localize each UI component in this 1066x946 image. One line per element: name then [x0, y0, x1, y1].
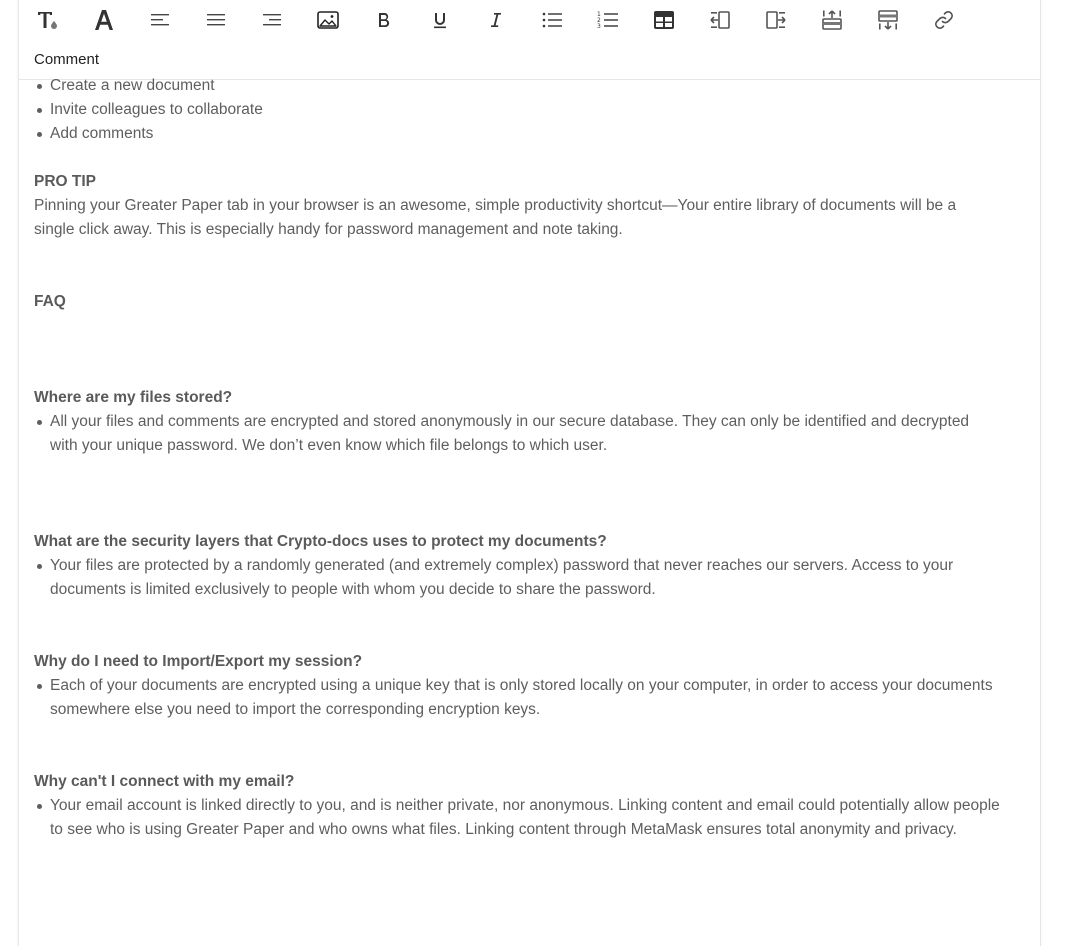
insert-row-above-icon	[820, 8, 844, 32]
faq-answer: Each of your documents are encrypted using a unique key that is only stored locally on your computer, in order to access your documents somewhere else you need to import the corresponding encryption keys.	[50, 674, 1000, 722]
italic-button[interactable]	[482, 6, 510, 34]
bullet-list-button[interactable]	[538, 6, 566, 34]
faq-heading: FAQ	[34, 293, 66, 310]
comment-label: Comment	[34, 51, 100, 68]
numbered-list-button[interactable]	[594, 6, 622, 34]
font-button[interactable]	[90, 6, 118, 34]
faq-question: Why do I need to Import/Export my session?	[34, 653, 363, 670]
image-icon	[316, 8, 340, 32]
text-style-icon	[35, 7, 61, 33]
align-right-button[interactable]	[258, 6, 286, 34]
faq-answer-list	[34, 794, 1000, 842]
editor-toolbar	[19, 0, 1040, 40]
align-left-icon	[149, 9, 171, 31]
font-icon	[91, 7, 117, 33]
document-content[interactable]	[19, 74, 1040, 842]
link-icon	[932, 8, 956, 32]
pro-tip-text: Pinning your Greater Paper tab in your browser is an awesome, simple productivity shortcut—Your entire library of documents will be a single click away. This is especially handy for password management and note taking.	[34, 197, 957, 238]
insert-column-right-button[interactable]	[762, 6, 790, 34]
insert-table-button[interactable]	[650, 6, 678, 34]
numbered-list-icon	[596, 8, 620, 32]
faq-answer: Your files are protected by a randomly generated (and extremely complex) password that never reaches our servers. Access to your documents is limited exclusively to people with whom you decide to share the password.	[50, 554, 1000, 602]
list-item: Create a new document	[50, 74, 1000, 98]
intro-list	[34, 74, 1000, 146]
faq-question: Where are my files stored?	[34, 389, 233, 406]
align-right-icon	[261, 9, 283, 31]
insert-column-left-icon	[708, 8, 732, 32]
svg-text:2: 2	[597, 17, 601, 24]
insert-link-button[interactable]	[930, 6, 958, 34]
faq-answer-list	[34, 410, 1000, 458]
list-item: Add comments	[50, 122, 1000, 146]
text-style-button[interactable]	[34, 6, 62, 34]
italic-icon	[486, 10, 506, 30]
bullet-list-icon	[540, 8, 564, 32]
insert-image-button[interactable]	[314, 6, 342, 34]
faq-answer-list	[34, 554, 1000, 602]
underline-button[interactable]	[426, 6, 454, 34]
align-left-button[interactable]	[146, 6, 174, 34]
insert-column-right-icon	[764, 8, 788, 32]
bold-button[interactable]	[370, 6, 398, 34]
faq-question: What are the security layers that Crypto-docs uses to protect my documents?	[34, 533, 607, 550]
faq-answer-list	[34, 674, 1000, 722]
insert-row-below-button[interactable]	[874, 6, 902, 34]
align-center-icon	[205, 9, 227, 31]
list-item: Invite colleagues to collaborate	[50, 98, 1000, 122]
faq-answer: All your files and comments are encrypted and stored anonymously in our secure database. They can only be identified and decrypted with your unique password. We don’t even know which file belongs to which user.	[50, 410, 1000, 458]
faq-answer: Your email account is linked directly to you, and is neither private, nor anonymous. Linking content and email could potentially allow people to see who is using Greater Paper and who owns what files. Linking content through MetaMask ensures total anonymity and privacy.	[50, 794, 1000, 842]
faq-question: Why can't I connect with my email?	[34, 773, 295, 790]
insert-row-above-button[interactable]	[818, 6, 846, 34]
align-center-button[interactable]	[202, 6, 230, 34]
table-icon	[652, 8, 676, 32]
underline-icon	[430, 10, 450, 30]
insert-column-left-button[interactable]	[706, 6, 734, 34]
document-page	[18, 0, 1041, 946]
insert-row-below-icon	[876, 8, 900, 32]
svg-text:3: 3	[597, 23, 601, 30]
svg-text:1: 1	[597, 11, 601, 18]
pro-tip-heading: PRO TIP	[34, 173, 97, 190]
bold-icon	[374, 10, 394, 30]
